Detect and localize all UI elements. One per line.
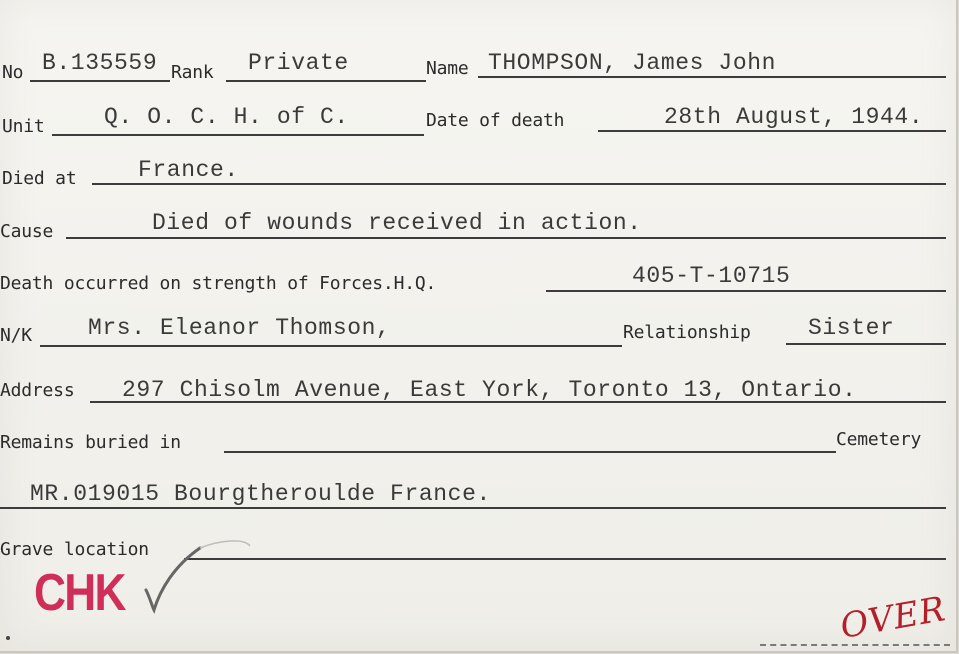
date-of-death-underline: [598, 130, 946, 132]
rank-value: Private: [248, 50, 349, 76]
bottom-dash-line: [760, 644, 950, 646]
check-mark-icon: [140, 540, 260, 616]
unit-label: Unit: [2, 116, 45, 137]
address-value: 297 Chisolm Avenue, East York, Toronto 13, Ontario.: [122, 377, 857, 403]
relationship-value: Sister: [808, 315, 895, 341]
grave-location-label: Grave location: [0, 539, 149, 560]
no-label: No: [2, 62, 24, 83]
relationship-label: Relationship: [623, 322, 751, 343]
over-annotation: OVER: [837, 589, 949, 647]
remains-label: Remains buried in: [0, 432, 181, 453]
nk-underline: [40, 345, 622, 347]
cause-underline: [66, 237, 946, 239]
bottom-dot: [6, 636, 10, 640]
name-label: Name: [426, 58, 469, 79]
name-underline: [478, 76, 946, 78]
remains-underline: [224, 451, 836, 453]
name-value: THOMPSON, James John: [488, 50, 777, 76]
chk-stamp: CHK: [34, 564, 125, 622]
death-occurred-value: 405-T-10715: [632, 263, 791, 289]
unit-underline: [52, 134, 424, 136]
unit-value: Q. O. C. H. of C.: [104, 104, 349, 130]
died-at-label: Died at: [2, 168, 77, 189]
died-at-underline: [92, 183, 946, 185]
cemetery-label: Cemetery: [836, 429, 922, 450]
rank-underline: [226, 80, 426, 82]
nk-label: N/K: [0, 325, 32, 346]
date-of-death-label: Date of death: [426, 110, 565, 131]
service-number: B.135559: [42, 50, 158, 76]
address-underline: [90, 401, 946, 403]
cause-value: Died of wounds received in action.: [152, 210, 642, 236]
relationship-underline: [786, 343, 946, 345]
burial-location-value: MR.019015 Bourgtheroulde France.: [30, 481, 491, 507]
rank-label: Rank: [171, 62, 214, 83]
burial-underline: [0, 507, 946, 509]
nk-value: Mrs. Eleanor Thomson,: [88, 315, 391, 341]
no-underline: [30, 80, 170, 82]
death-occurred-label: Death occurred on strength of Forces.H.Q.: [0, 273, 437, 294]
address-label: Address: [0, 380, 75, 401]
grave-underline: [184, 558, 946, 560]
died-at-value: France.: [138, 157, 239, 183]
death-occurred-underline: [546, 290, 946, 292]
cause-label: Cause: [0, 221, 54, 242]
date-of-death-value: 28th August, 1944.: [664, 104, 924, 130]
